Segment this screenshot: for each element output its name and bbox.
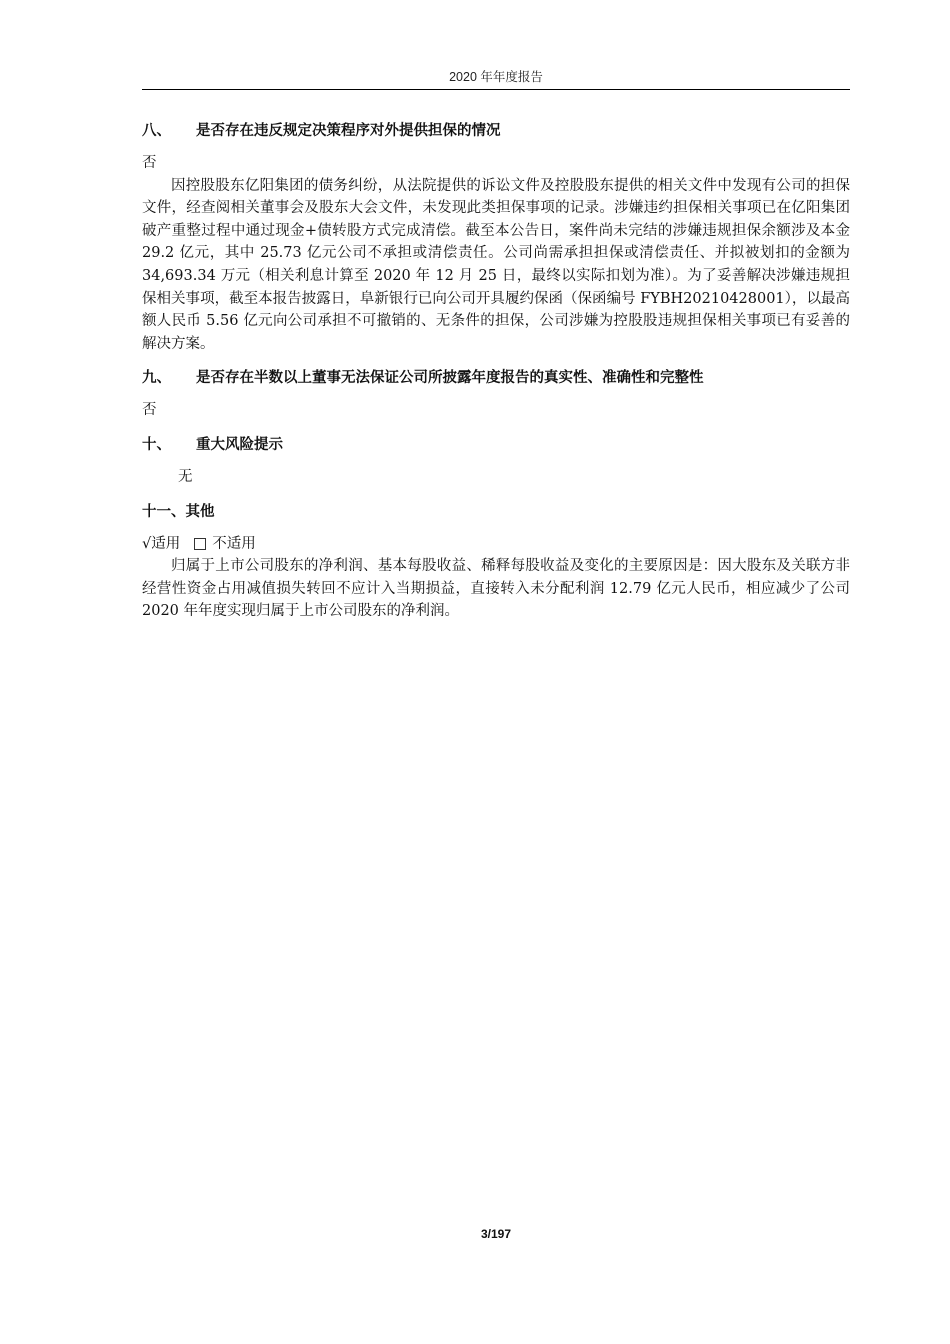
section-11-body: 归属于上市公司股东的净利润、基本每股收益、稀释每股收益及变化的主要原因是：因大股东及关联方非经营性资金占用减值损失转回不应计入当期损益，直接转入未分配利润 12.79 亿元人民币，相应减少了公司 2020 年年度实现归属于上市公司股东的净利润。 — [142, 558, 850, 620]
section-8-body: 因控股股东亿阳集团的债务纠纷，从法院提供的诉讼文件及控股股东提供的相关文件中发现有公司的担保文件，经查阅相关董事会及股东大会文件，未发现此类担保事项的记录。涉嫌违约担保相关事项已在亿阳集团破产重整过程中通过现金+债转股方式完成清偿。截至本公告日，案件尚未完结的涉嫌违规担保余额涉及本金 29.2 亿元，其中 25.73 亿元公司不承担或清偿责任。公司尚需承担担保或清偿责任、并拟被划扣的金额为 34,693.34 万元（相关利息计算至 2020 年 12 月 25 日，最终以实际扣划为准）。为了妥善解决涉嫌违规担保相关事项，截至本报告披露日，阜新银行已向公司开具履约保函（保函编号 FYBH20210428001），以最高额人民币 5.56 亿元向公司承担不可撤销的、无条件的担保，公司涉嫌为控股股违规担保相关事项已有妥善的解决方案。 — [142, 177, 850, 352]
checkbox-empty-icon — [194, 538, 206, 550]
section-9-answer: 否 — [142, 402, 157, 419]
section-8-heading — [142, 120, 850, 142]
applicability-options — [142, 533, 850, 556]
section-11-title: 其他 — [185, 503, 215, 520]
section-10-heading — [142, 434, 850, 456]
section-8-number: 八、 — [142, 123, 171, 139]
section-9-title: 是否存在半数以上董事无法保证公司所披露年度报告的真实性、准确性和完整性 — [196, 370, 704, 387]
document-body — [142, 120, 850, 623]
page-header: 2020 年年度报告 — [449, 70, 543, 84]
section-11-number: 十一、 — [142, 503, 186, 520]
section-11-heading — [142, 501, 850, 523]
header-divider — [142, 89, 850, 90]
applicable-option: √适用 — [142, 535, 181, 552]
section-10-title: 重大风险提示 — [196, 436, 283, 453]
page-number: 3/197 — [480, 1227, 512, 1241]
section-8-answer: 否 — [142, 155, 157, 171]
not-applicable-option: 不适用 — [212, 535, 256, 552]
section-10-answer: 无 — [178, 468, 193, 485]
section-9-heading — [142, 367, 850, 389]
section-9-number: 九、 — [142, 370, 171, 387]
section-8-title: 是否存在违反规定决策程序对外提供担保的情况 — [196, 123, 501, 139]
section-10-number: 十、 — [142, 436, 171, 453]
